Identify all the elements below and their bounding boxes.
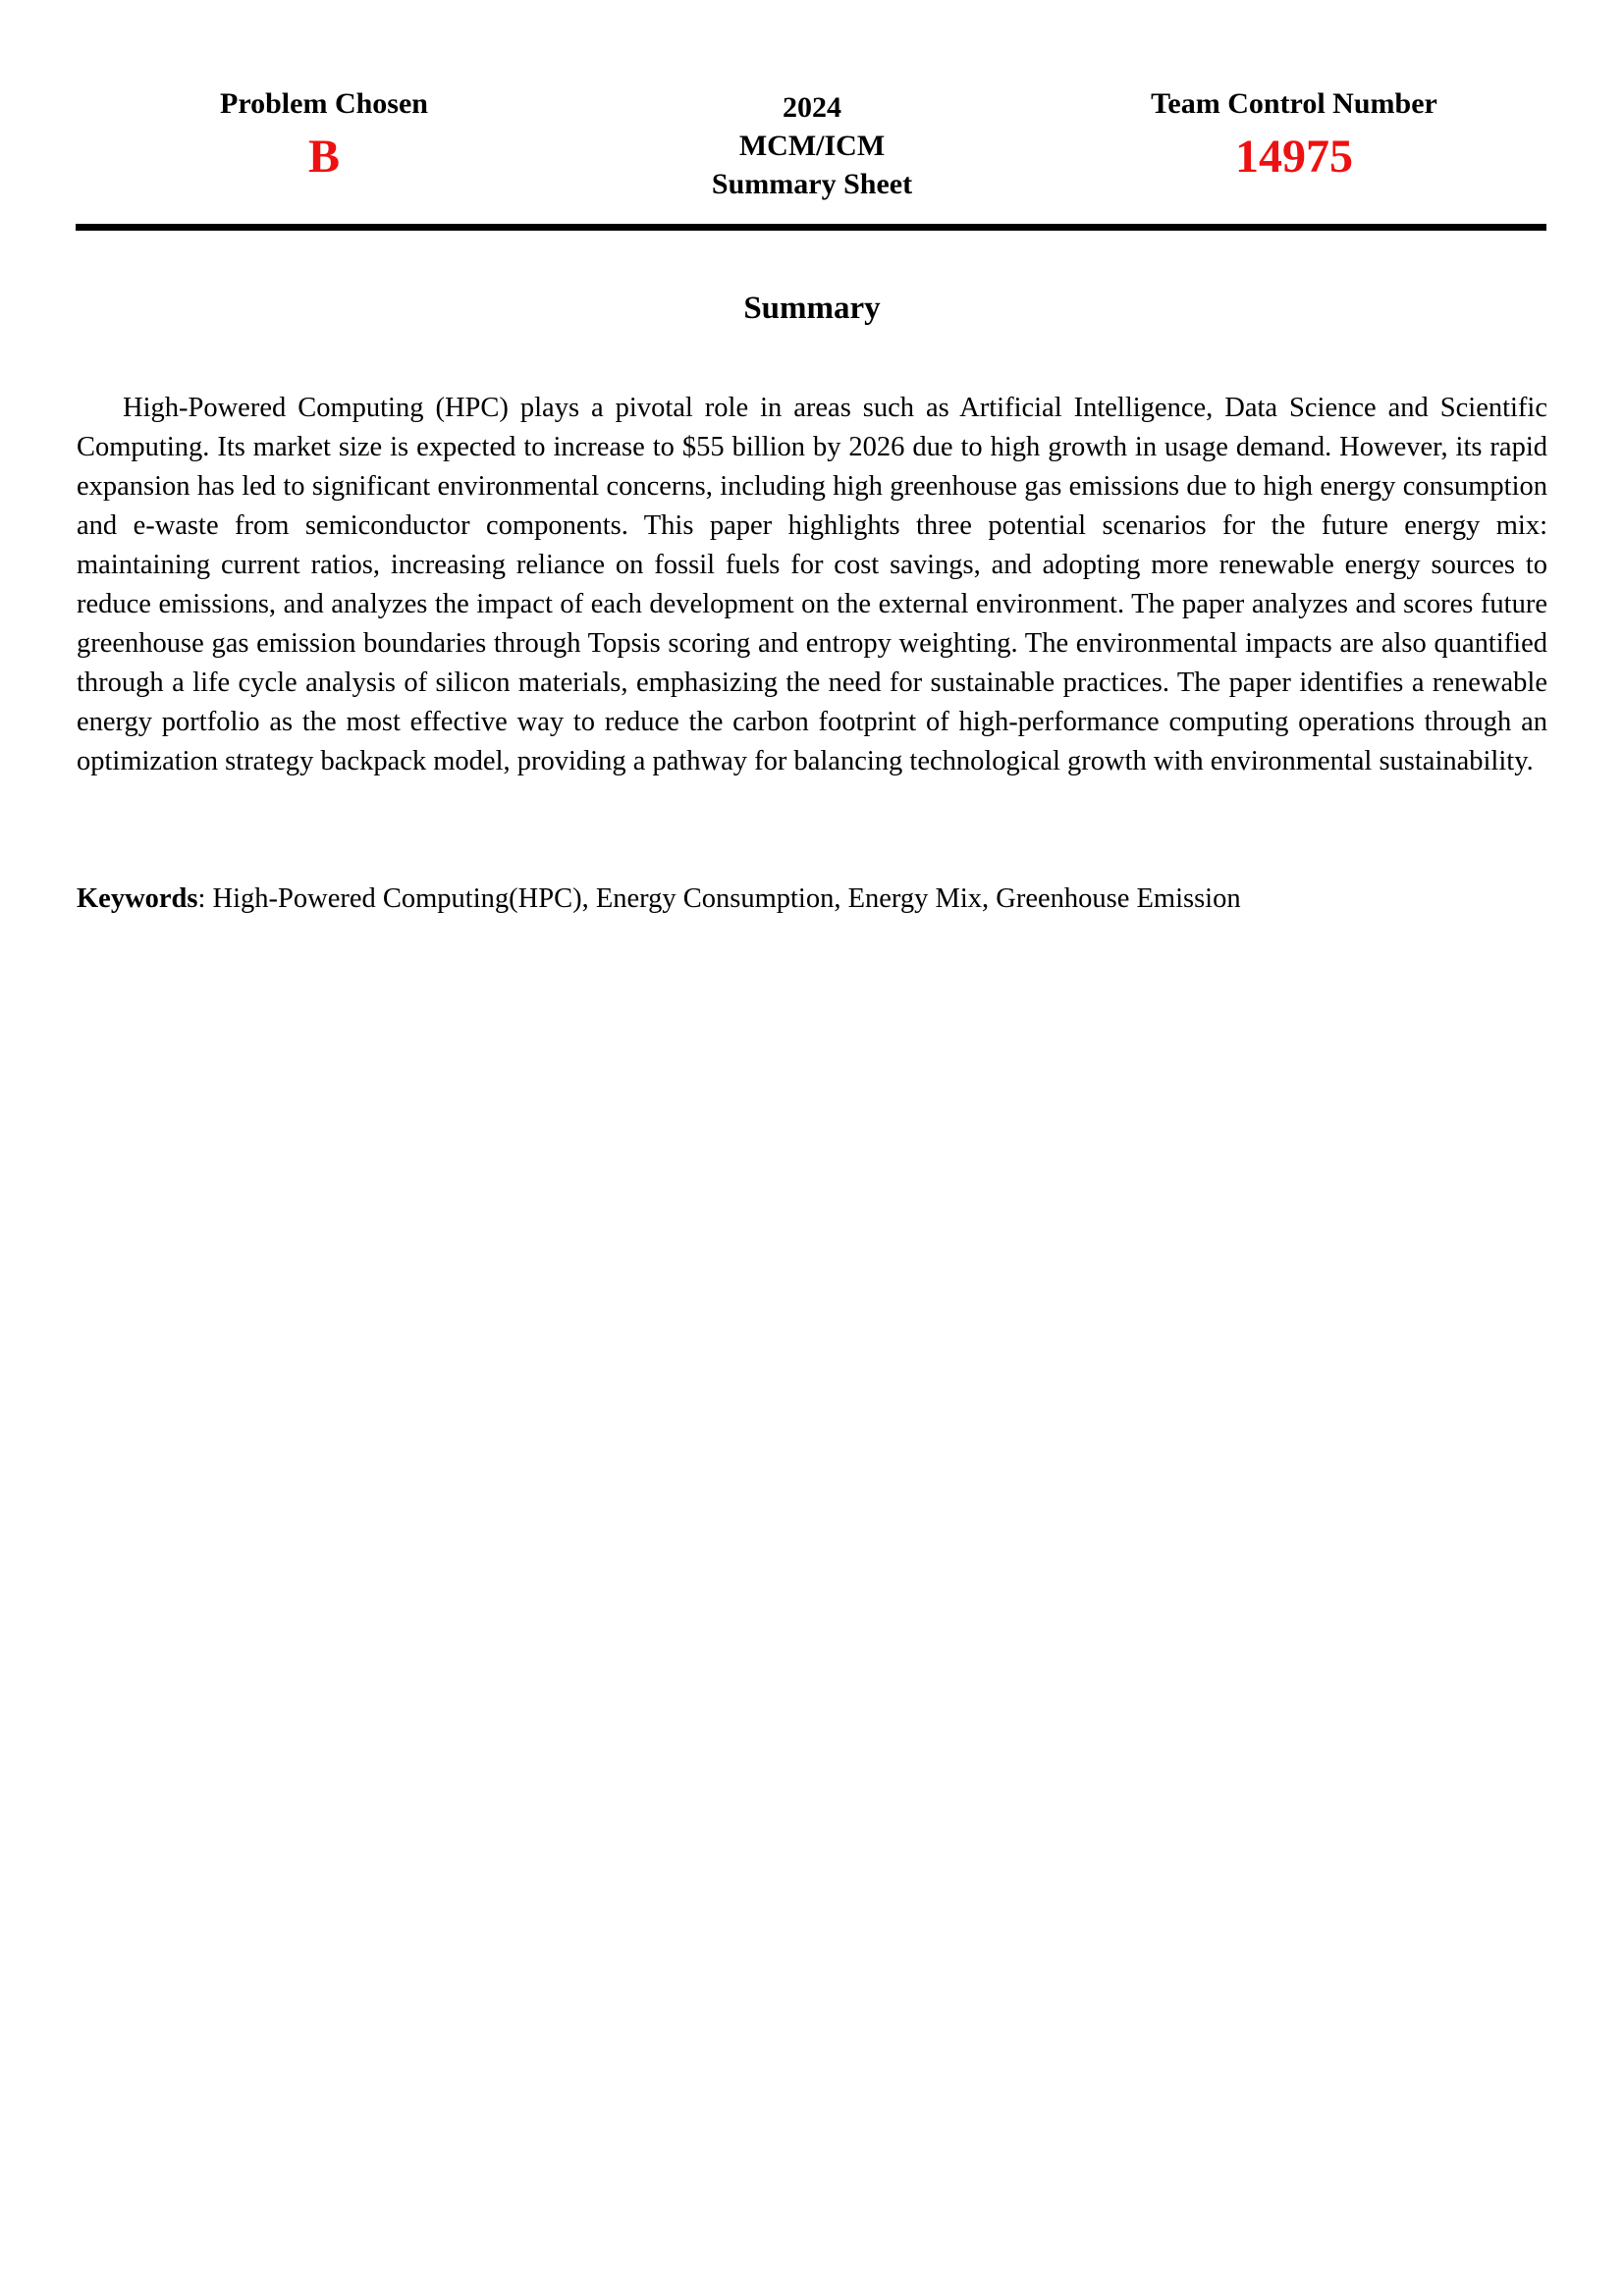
keywords-label: Keywords [77, 883, 198, 914]
summary-heading: Summary [743, 291, 881, 326]
header-divider-rule [76, 224, 1546, 231]
contest-title-block [567, 88, 1057, 203]
keywords-line [77, 880, 1547, 919]
problem-chosen-block [79, 86, 569, 183]
team-control-block [1049, 86, 1540, 183]
keywords-text: High-Powered Computing(HPC), Energy Consumption, Energy Mix, Greenhouse Emission [212, 883, 1241, 914]
contest-year: 2024 [783, 91, 841, 124]
team-control-number: 14975 [1235, 131, 1353, 183]
sheet-name: Summary Sheet [711, 168, 913, 200]
problem-letter: B [307, 131, 340, 183]
team-control-label: Team Control Number [1151, 87, 1437, 120]
keywords-separator: : [197, 883, 213, 914]
summary-paragraph: High-Powered Computing (HPC) plays a pivotal role in areas such as Artificial Intelligence, Data Science and Scientific Computing. Its market size is expected to increase to $55 billion by 2026 due to high growth in usage demand. However, its rapid expansion has led to significant environmental concerns, including high greenhouse gas emissions due to high energy consumption and e-waste from semiconductor components. This paper highlights three potential scenarios for the future energy mix: maintaining current ratios, increasing reliance on fossil fuels for cost savings, and adopting more renewable energy sources to reduce emissions, and analyzes the impact of each development on the external environment. The paper analyzes and scores future greenhouse gas emission boundaries through Topsis scoring and entropy weighting. The environmental impacts are also quantified through a life cycle analysis of silicon materials, emphasizing the need for sustainable practices. The paper identifies a renewable energy portfolio as the most effective way to reduce the carbon footprint of high-performance computing operations through an optimization strategy backpack model, providing a pathway for balancing technological growth with environmental sustainability. [77, 393, 1547, 776]
contest-name: MCM/ICM [738, 130, 886, 162]
problem-chosen-label: Problem Chosen [220, 87, 428, 120]
